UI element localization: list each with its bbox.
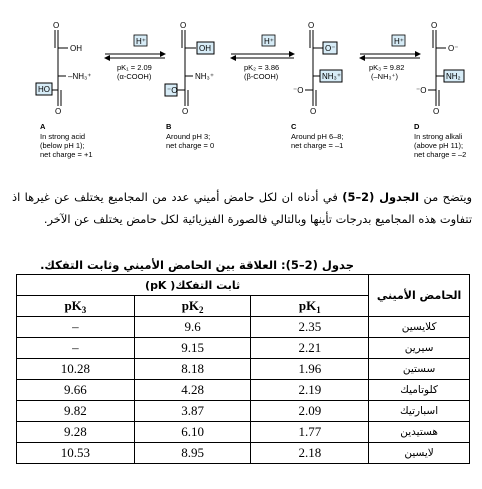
paragraph-part-2: في أدناه ان لكل حامض أميني عدد من المجاميع يختلف عن غيرها اذ تتفاوت هذه المجاميع بدرجات تأينها وبالتالي فالصورة الفيزيائية لكل حامض يختلف عن الآخر. [12, 190, 472, 226]
caption-a [40, 122, 93, 159]
amino-acid-name: كلايسين [369, 317, 470, 338]
o-top-a: O [53, 21, 60, 30]
pk2-value: 8.95 [134, 443, 251, 464]
desc-d-3: net charge = –2 [414, 150, 467, 159]
table-row [17, 443, 470, 464]
header-pk3: $pK_3$ [17, 296, 135, 317]
pk3-value: 9.28 [17, 422, 135, 443]
amino-acid-name: سستين [369, 359, 470, 380]
pk2-value: 4.28 [134, 380, 251, 401]
pk2-value: 3.87 [134, 401, 251, 422]
desc-c-1: Around pH 6–8; [291, 132, 344, 141]
ho-a: HO [38, 85, 50, 94]
letter-c: C [291, 122, 297, 131]
aspartate-ionization-figure [0, 0, 482, 170]
o-minus-c: ⁻O [293, 86, 304, 95]
o-minus-top-c: O⁻ [325, 44, 336, 53]
desc-c-2: net charge = –1 [291, 141, 344, 150]
header-amino-acid: الحامض الأميني [369, 275, 470, 317]
pk2-value: 6.10 [134, 422, 251, 443]
body-paragraph [12, 186, 472, 230]
pk-table [16, 274, 470, 464]
group-label-1: (α-COOH) [117, 72, 152, 81]
equilibrium-2 [231, 35, 294, 81]
desc-b-1: Around pH 3; [166, 132, 211, 141]
table-row [17, 422, 470, 443]
nh3-c: NH₃⁺ [322, 72, 342, 81]
table-row [17, 401, 470, 422]
structure-c [305, 30, 342, 106]
structure-d [428, 30, 464, 106]
oh-b: OH [199, 44, 211, 53]
table-header-row-1 [17, 275, 470, 296]
caption-d [414, 122, 466, 159]
ionization-diagram [0, 0, 482, 170]
o-top-b: O [180, 21, 187, 30]
pk3-value: 10.28 [17, 359, 135, 380]
amino-acid-name: لايسين [369, 443, 470, 464]
amino-acid-name: كلوتاميك [369, 380, 470, 401]
pk1-value: 1.77 [251, 422, 369, 443]
pk1-value: 2.21 [251, 338, 369, 359]
structure-a [36, 30, 68, 106]
amino-acid-name: سيرين [369, 338, 470, 359]
header-pk1: $pK_1$ [251, 296, 369, 317]
pk3-value: 9.66 [17, 380, 135, 401]
pk2-value: 8.18 [134, 359, 251, 380]
paragraph-part-1: ويتضح من [419, 190, 473, 204]
pk3-value: 10.53 [17, 443, 135, 464]
letter-a: A [40, 122, 46, 131]
header-pk2: $pK_2$ [134, 296, 251, 317]
table-row [17, 317, 470, 338]
desc-a-1: In strong acid [40, 132, 86, 141]
o-top-d: O [431, 21, 438, 30]
pk1-value: 2.19 [251, 380, 369, 401]
table-row [17, 359, 470, 380]
letter-d: D [414, 122, 420, 131]
pk-label-3: pK₃ = 9.82 [369, 63, 405, 72]
o-bottom-a: O [55, 107, 62, 116]
o-minus-b: ⁻O [167, 86, 178, 95]
caption-c [291, 122, 344, 150]
table-row [17, 380, 470, 401]
pk1-value: 2.35 [251, 317, 369, 338]
o-bottom-b: O [182, 107, 189, 116]
o-bottom-c: O [310, 107, 317, 116]
pk1-value: 1.96 [251, 359, 369, 380]
desc-d-2: (above pH 11); [414, 141, 464, 150]
o-minus-top-d: O⁻ [448, 44, 459, 53]
table-caption: جدول (2–5): العلاقة بين الحامض الأميني وثابت التفكك. [40, 258, 354, 272]
oh-a: OH [70, 44, 82, 53]
desc-d-1: In strong alkali [414, 132, 463, 141]
desc-a-2: (below pH 1); [40, 141, 85, 150]
paragraph-table-ref: الجدول (2–5) [342, 190, 420, 204]
nh3-b: NH₃⁺ [195, 72, 215, 81]
pk-label-1: pK₁ = 2.09 [117, 63, 152, 72]
o-minus-d: ⁻O [416, 86, 427, 95]
group-label-2: (β-COOH) [244, 72, 279, 81]
header-dissociation-text: ثابت التفكك( pK) [145, 278, 241, 292]
h-ion-1: H⁺ [136, 37, 146, 46]
h-ion-2: H⁺ [264, 37, 274, 46]
o-top-c: O [308, 21, 315, 30]
desc-b-2: net charge = 0 [166, 141, 215, 150]
pk2-value: 9.6 [134, 317, 251, 338]
amino-acid-name: اسبارتيك [369, 401, 470, 422]
desc-a-3: net charge = +1 [40, 150, 93, 159]
equilibrium-1 [105, 35, 165, 81]
letter-b: B [166, 122, 172, 131]
nh2-d: NH₂ [446, 72, 461, 81]
pk3-value: – [17, 338, 135, 359]
pk3-value: – [17, 317, 135, 338]
pk2-value: 9.15 [134, 338, 251, 359]
pk1-value: 2.18 [251, 443, 369, 464]
caption-b [166, 122, 214, 150]
group-label-3: (–NH₃⁺) [371, 72, 399, 81]
nh3-a: –NH₃⁺ [68, 72, 92, 81]
header-dissociation-constant [17, 275, 369, 296]
pk-label-2: pK₂ = 3.86 [244, 63, 280, 72]
equilibrium-3 [360, 35, 420, 81]
o-bottom-d: O [433, 107, 440, 116]
amino-acid-name: هستيدين [369, 422, 470, 443]
pk3-value: 9.82 [17, 401, 135, 422]
table-row [17, 338, 470, 359]
pk1-value: 2.09 [251, 401, 369, 422]
h-ion-3: H⁺ [394, 37, 404, 46]
